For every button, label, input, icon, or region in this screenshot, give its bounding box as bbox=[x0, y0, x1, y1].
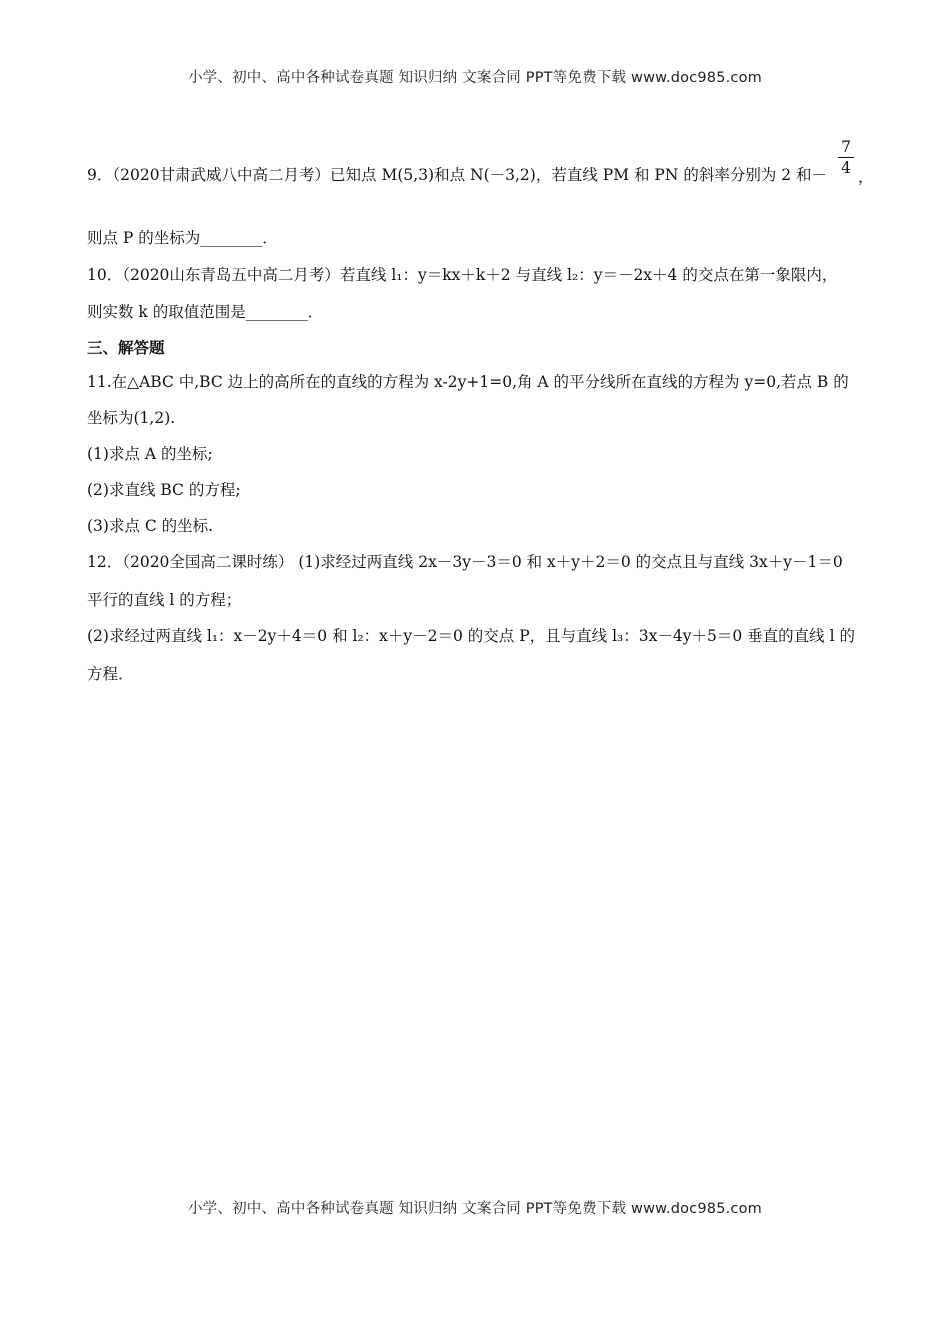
q9-comma: ， bbox=[858, 168, 874, 186]
q9-fraction bbox=[838, 138, 854, 177]
q9-line2: 则点 P 的坐标为________． bbox=[87, 229, 278, 247]
q12-line1: 12．（2020全国高二课时练） (1)求经过两直线 2x－3y－3＝0 和 x＋y＋2＝0 的交点且与直线 3x＋y－1＝0 bbox=[87, 553, 843, 571]
fraction-numerator: 7 bbox=[841, 138, 851, 156]
q11-part1: (1)求点 A 的坐标; bbox=[87, 445, 213, 463]
q11-part3: (3)求点 C 的坐标. bbox=[87, 517, 214, 535]
q11-line2: 坐标为(1,2). bbox=[87, 409, 176, 427]
page-footer: 小学、初中、高中各种试卷真题 知识归纳 文案合同 PPT等免费下载 www.doc985.com bbox=[187, 1201, 763, 1217]
q11-part2: (2)求直线 BC 的方程; bbox=[87, 481, 241, 499]
q12-line3: (2)求经过两直线 l₁：x－2y＋4＝0 和 l₂：x＋y－2＝0 的交点 P，且与直线 l₃：3x－4y＋5＝0 垂直的直线 l 的 bbox=[87, 627, 855, 645]
q12-line2: 平行的直线 l 的方程； bbox=[87, 591, 242, 609]
q10-line1: 10．（2020山东青岛五中高二月考）若直线 l₁：y＝kx＋k＋2 与直线 l₂：y＝－2x＋4 的交点在第一象限内， bbox=[87, 266, 838, 284]
fraction-denominator: 4 bbox=[841, 159, 851, 177]
q10-line2: 则实数 k 的取值范围是________． bbox=[87, 303, 324, 321]
page-header: 小学、初中、高中各种试卷真题 知识归纳 文案合同 PPT等免费下载 www.doc985.com bbox=[187, 70, 763, 86]
q11-line1: 11.在△ABC 中,BC 边上的高所在的直线的方程为 x-2y+1=0,角 A 的平分线所在直线的方程为 y=0,若点 B 的 bbox=[87, 373, 849, 391]
section-heading: 三、解答题 bbox=[87, 339, 165, 357]
q12-line4: 方程． bbox=[87, 665, 134, 683]
fraction-bar bbox=[838, 157, 854, 158]
q9-line1: 9．（2020甘肃武威八中高二月考）已知点 M(5,3)和点 N(－3,2)，若直线 PM 和 PN 的斜率分别为 2 和－ bbox=[87, 166, 828, 184]
